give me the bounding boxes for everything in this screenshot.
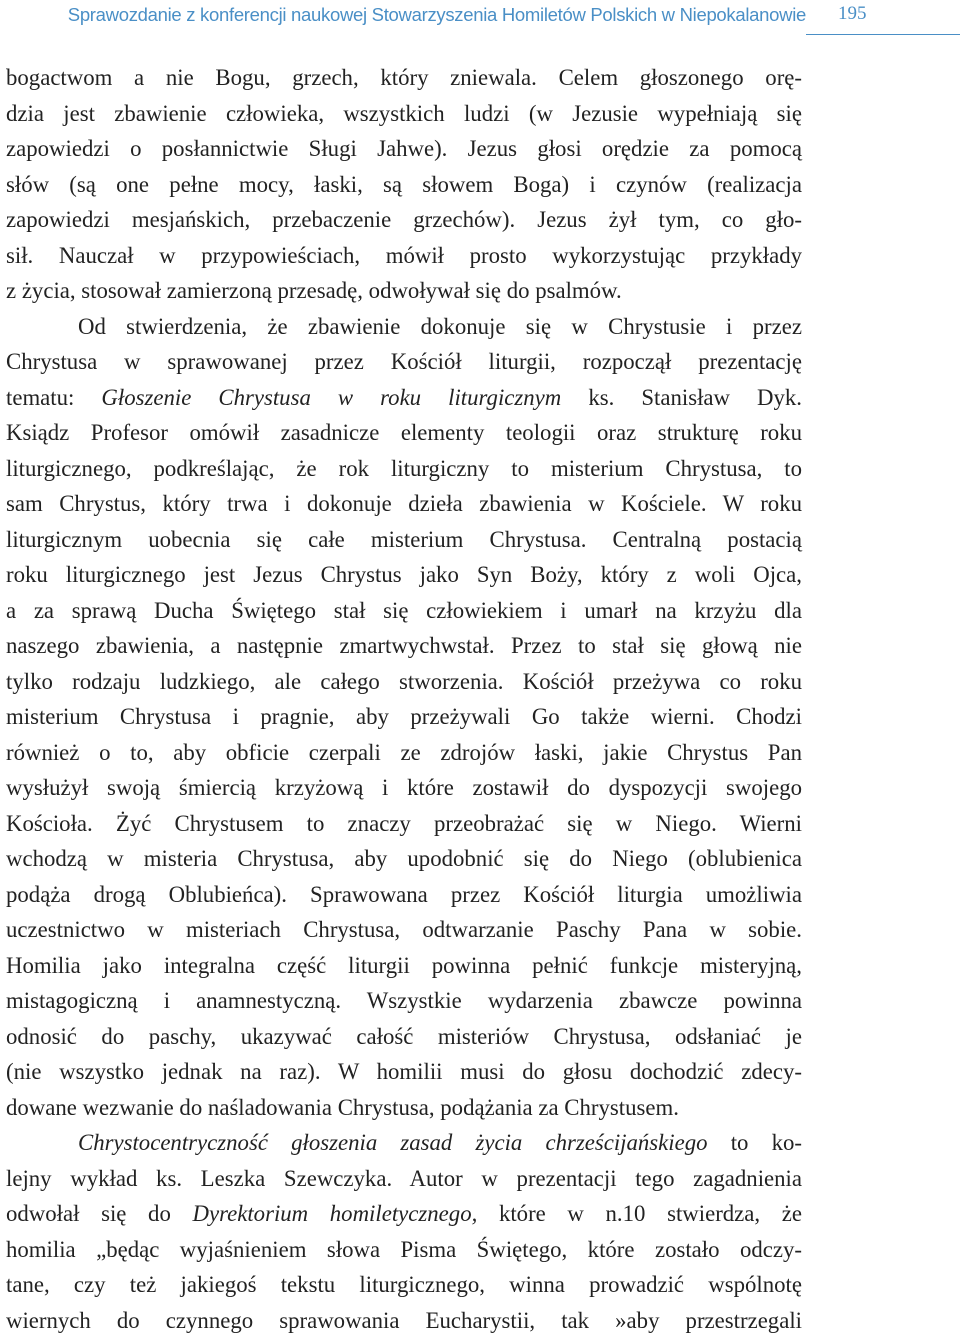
text-line: (nie wszystko jednak na raz). W homilii musi do głosu dochodzić zdecy-: [6, 1059, 802, 1084]
text-line: odwołał się do Dyrektorium homiletycznego, które w n.10 stwierdza, że: [6, 1201, 802, 1226]
text-line: mistagogiczną i anamnestyczną. Wszystkie wydarzenia zbawcze powinna: [6, 988, 802, 1013]
text-line: liturgicznym uobecnia się całe misterium Chrystusa. Centralną postacią: [6, 526, 802, 552]
text-line: podąża drogą Oblubieńca). Sprawowana przez Kościół liturgia umożliwia: [6, 881, 802, 907]
text-line: bogactwom a nie Bogu, grzech, który zniewala. Celem głoszonego orę-: [6, 65, 802, 90]
running-header: [0, 0, 960, 40]
text-line: Chrystocentryczność głoszenia zasad życia chrześcijańskiego to ko-: [78, 1130, 802, 1155]
text-line: odnosić do paschy, ukazywać całość misteriów Chrystusa, odsłaniać je: [6, 1023, 802, 1049]
text-line: uczestnictwo w misteriach Chrystusa, odtwarzanie Paschy Pana w sobie.: [6, 917, 802, 942]
text-line: misterium Chrystusa i pragnie, aby przeżywali Go także wierni. Chodzi: [6, 704, 802, 729]
text-line: z życia, stosował zamierzoną przesadę, odwoływał się do psalmów.: [6, 278, 622, 303]
header-rule: [806, 34, 960, 35]
text-line: tylko rodzaju ludzkiego, ale całego stworzenia. Kościół przeżywa co roku: [6, 668, 802, 694]
text-line: zapowiedzi o posłannictwie Sługi Jahwe). Jezus głosi orędzie za pomocą: [6, 136, 802, 161]
text-line: wiernych do czynnego sprawowania Eucharystii, tak »aby przestrzegali: [6, 1307, 802, 1333]
page-number: 195: [838, 3, 867, 24]
lecture-title: Głoszenie Chrystusa w roku liturgicznym: [101, 384, 562, 410]
text-line: Kościoła. Żyć Chrystusem to znaczy przeobrażać się w Niego. Wierni: [6, 810, 802, 836]
text-line: Chrystusa w sprawowanej przez Kościół liturgii, rozpoczął prezentację: [6, 349, 802, 374]
text-line: a za sprawą Ducha Świętego stał się człowiekiem i umarł na krzyżu dla: [6, 597, 802, 623]
text-line: roku liturgicznego jest Jezus Chrystus jako Syn Boży, który z woli Ojca,: [6, 562, 802, 587]
text-line: tematu: Głoszenie Chrystusa w roku liturgicznym ks. Stanisław Dyk.: [6, 384, 802, 410]
text-line: Ksiądz Profesor omówił zasadnicze elementy teologii oraz strukturę roku: [6, 420, 802, 445]
text-line: dowane wezwanie do naśladowania Chrystusa, podążania za Chrystusem.: [6, 1094, 679, 1120]
text-line: wysłużył swoją śmiercią krzyżową i które zostawił do dyspozycji swojego: [6, 775, 802, 800]
text-line: wchodzą w misteria Chrystusa, aby upodobnić się do Niego (oblubienica: [6, 846, 802, 871]
text-line: słów (są one pełne mocy, łaski, są słowem Boga) i czynów (realizacja: [6, 171, 802, 197]
text-line: naszego zbawienia, a następnie zmartwychwstał. Przez to stał się głową nie: [6, 633, 802, 658]
text-line: również o to, aby obficie czerpali ze zdrojów łaski, jakie Chrystus Pan: [6, 739, 802, 765]
text-line: liturgicznego, podkreślając, że rok liturgiczny to misterium Chrystusa, to: [6, 455, 802, 481]
text-line: sam Chrystus, który trwa i dokonuje dzieła zbawienia w Kościele. W roku: [6, 491, 802, 516]
text-line: homilia „będąc wyjaśnieniem słowa Pisma Świętego, które zostało odczy-: [6, 1236, 802, 1262]
body-text: [6, 60, 802, 1334]
text-line: dzia jest zbawienie człowieka, wszystkich ludzi (w Jezusie wypełniają się: [6, 100, 802, 126]
text-line: lejny wykład ks. Leszka Szewczyka. Autor w prezentacji tego zagadnienia: [6, 1165, 802, 1191]
lecture-title: Chrystocentryczność głoszenia zasad życia chrześcijańskiego: [78, 1130, 708, 1155]
text-line: Od stwierdzenia, że zbawienie dokonuje się w Chrystusie i przez: [78, 313, 802, 339]
text-line: Homilia jako integralna część liturgii powinna pełnić funkcje misteryjną,: [6, 952, 802, 978]
running-title: Sprawozdanie z konferencji naukowej Stowarzyszenia Homiletów Polskich w Niepokalanowie: [67, 4, 806, 25]
text-line: tane, czy też jakiegoś tekstu liturgicznego, winna prowadzić wspólnotę: [6, 1272, 802, 1297]
text-line: sił. Nauczał w przypowieściach, mówił prosto wykorzystując przykłady: [6, 242, 802, 268]
document-title: Dyrektorium homiletycznego,: [192, 1201, 478, 1226]
text-line: zapowiedzi mesjańskich, przebaczenie grzechów). Jezus żył tym, co gło-: [6, 207, 802, 232]
